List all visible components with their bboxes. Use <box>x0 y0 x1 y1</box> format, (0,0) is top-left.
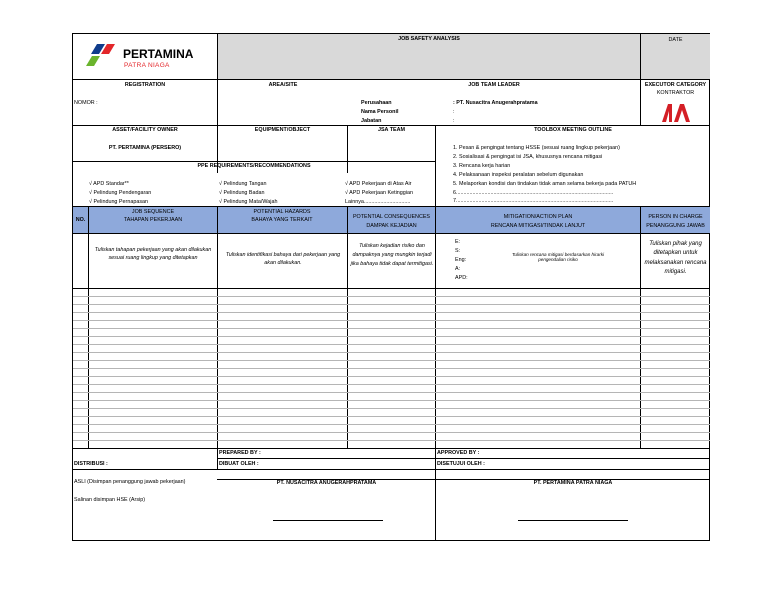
toolbox-item: 7......................................................................................................... <box>453 198 614 204</box>
pertamina-logo-mark-icon <box>83 40 123 70</box>
jsa-form <box>72 33 710 541</box>
salinan-note: Salinan disimpan HSE (Arsip) <box>74 497 146 503</box>
toolbox-item: 3. Rencana kerja harian <box>453 163 511 169</box>
mit-code: E: <box>455 239 461 245</box>
ppe-item: √ Pelindung Pendengaran <box>89 190 152 196</box>
mit-code: A: <box>455 266 461 272</box>
col-seq-sub: TAHAPAN PEKERJAAN <box>123 217 183 223</box>
perusahaan-label: Perusahaan <box>361 100 392 106</box>
nama-personil-label: Nama Personil <box>361 109 399 115</box>
prepared-by-label: PREPARED BY : <box>219 450 261 456</box>
asset-owner-value[interactable]: PT. PERTAMINA (PERSERO) <box>108 145 182 151</box>
col-pic: PERSON IN CHARGE <box>648 214 703 220</box>
col-pic-sub: PENANGGUNG JAWAB <box>646 223 705 229</box>
disetujui-oleh-label: DISETUJUI OLEH : <box>437 461 485 467</box>
perusahaan-value[interactable]: : PT. Nusacitra Anugerahpratama <box>453 100 538 106</box>
mit-code: S: <box>455 248 461 254</box>
form-title: JOB SAFETY ANALYSIS <box>398 36 460 42</box>
col-consequences: POTENTIAL CONSEQUENCES <box>352 214 431 220</box>
logo-name: PERTAMINA <box>123 47 194 61</box>
hint-hazards: Tuliskan identifikasi bahaya dari pekerjaan yang akan dilakukan. <box>225 252 341 267</box>
toolbox-item: 5. Melaporkan kondisi dan tindakan tidak aman selama bekerja pada PATUH <box>453 181 637 187</box>
hint-job-sequence: Tuliskan tahapan pekerjaan yang akan dilakukan sesuai ruang lingkup yang ditetapkan <box>94 247 212 262</box>
asset-owner-label: ASSET/FACILITY OWNER <box>112 127 178 133</box>
col-mitigation-sub: RENCANA MITIGASI/TINDAK LANJUT <box>490 223 586 229</box>
signature-line-left[interactable] <box>273 520 383 521</box>
date-label: DATE <box>668 37 683 43</box>
nomor-label: NOMOR : <box>74 100 98 106</box>
pertamina-logo <box>83 40 213 74</box>
col-seq: JOB SEQUENCE <box>131 209 175 215</box>
kontraktor-label: KONTRAKTOR <box>656 90 695 96</box>
logo-subname: PATRA NIAGA <box>124 62 170 69</box>
ppe-item: Lainnya............................... <box>345 199 411 205</box>
col-consequences-sub: DAMPAK KEJADIAN <box>366 223 417 229</box>
ppe-heading: PPE REQUIREMENTS/RECOMMENDATIONS <box>197 163 311 169</box>
area-site-label: AREA/SITE <box>268 82 298 88</box>
col-no: NO. <box>75 217 86 223</box>
nama-personil-value[interactable]: : <box>453 109 455 115</box>
company-left: PT. NUSACITRA ANUGERAHPRATAMA <box>276 480 377 486</box>
toolbox-item: 4. Pelaksanaan inspeksi peralatan sebelum digunakan <box>453 172 584 178</box>
distribusi-label: DISTRIBUSI : <box>74 461 108 467</box>
ppe-item: √ Pelindung Pernapasan <box>89 199 149 205</box>
mit-code: APD: <box>455 275 468 281</box>
hint-consequences: Tuliskan kejadian risiko dan dampaknya yang mungkin terjadi jika bahaya tidak dapat termitigasi. <box>350 243 434 268</box>
col-hazards: POTENTIAL HAZARDS <box>253 209 311 215</box>
dibuat-oleh-label: DIBUAT OLEH : <box>219 461 259 467</box>
ppe-item: √ Pelindung Tangan <box>219 181 267 187</box>
job-team-leader-label: JOB TEAM LEADER <box>468 82 520 88</box>
jabatan-value[interactable]: : <box>453 118 455 124</box>
jsa-team-label: JSA TEAM <box>377 127 406 133</box>
ppe-item: √ Pelindung Mata/Wajah <box>219 199 278 205</box>
asli-note: ASLI (Disimpan penanggung jawab pekerjaan) <box>74 479 186 485</box>
hint-pic: Tuliskan pihak yang ditetapkan untuk melaksanakan rencana mitigasi. <box>644 241 707 275</box>
toolbox-item: 2. Sosialisasi & pengingat isi JSA, khususnya rencana mitigasi <box>453 154 603 160</box>
signature-line-right[interactable] <box>518 520 628 521</box>
contractor-logo-icon <box>662 104 690 122</box>
approved-by-label: APPROVED BY : <box>437 450 480 456</box>
col-mitigation: MITIGATION/ACTION PLAN <box>503 214 573 220</box>
company-right: PT. PERTAMINA PATRA NIAGA <box>533 480 613 486</box>
col-hazards-sub: BAHAYA YANG TERKAIT <box>251 217 313 223</box>
mit-code: Eng: <box>455 257 467 263</box>
toolbox-item: 6......................................................................................................... <box>453 190 614 196</box>
toolbox-label: TOOLBOX MEETING OUTLINE <box>534 127 612 133</box>
ppe-item: √ Pelindung Badan <box>219 190 265 196</box>
ppe-item: √ APD Standar** <box>89 181 129 187</box>
toolbox-item: 1. Pesan & pengingat tentang HSSE (sesuai ruang lingkup pekerjaan) <box>453 145 620 151</box>
equipment-object-label: EQUIPMENT/OBJECT <box>254 127 311 133</box>
executor-category-label: EXECUTOR CATEGORY <box>644 82 707 88</box>
hint-mitigation: Tuliskan rencana mitigasi berdasarkan hirarki pengendalian risiko <box>511 252 605 263</box>
ppe-item: √ APD Pekerjaan Ketinggian <box>345 190 413 196</box>
ppe-item: √ APD Pekerjaan di Atas Air <box>345 181 412 187</box>
registration-label: REGISTRATION <box>124 82 166 88</box>
jabatan-label: Jabatan <box>361 118 382 124</box>
